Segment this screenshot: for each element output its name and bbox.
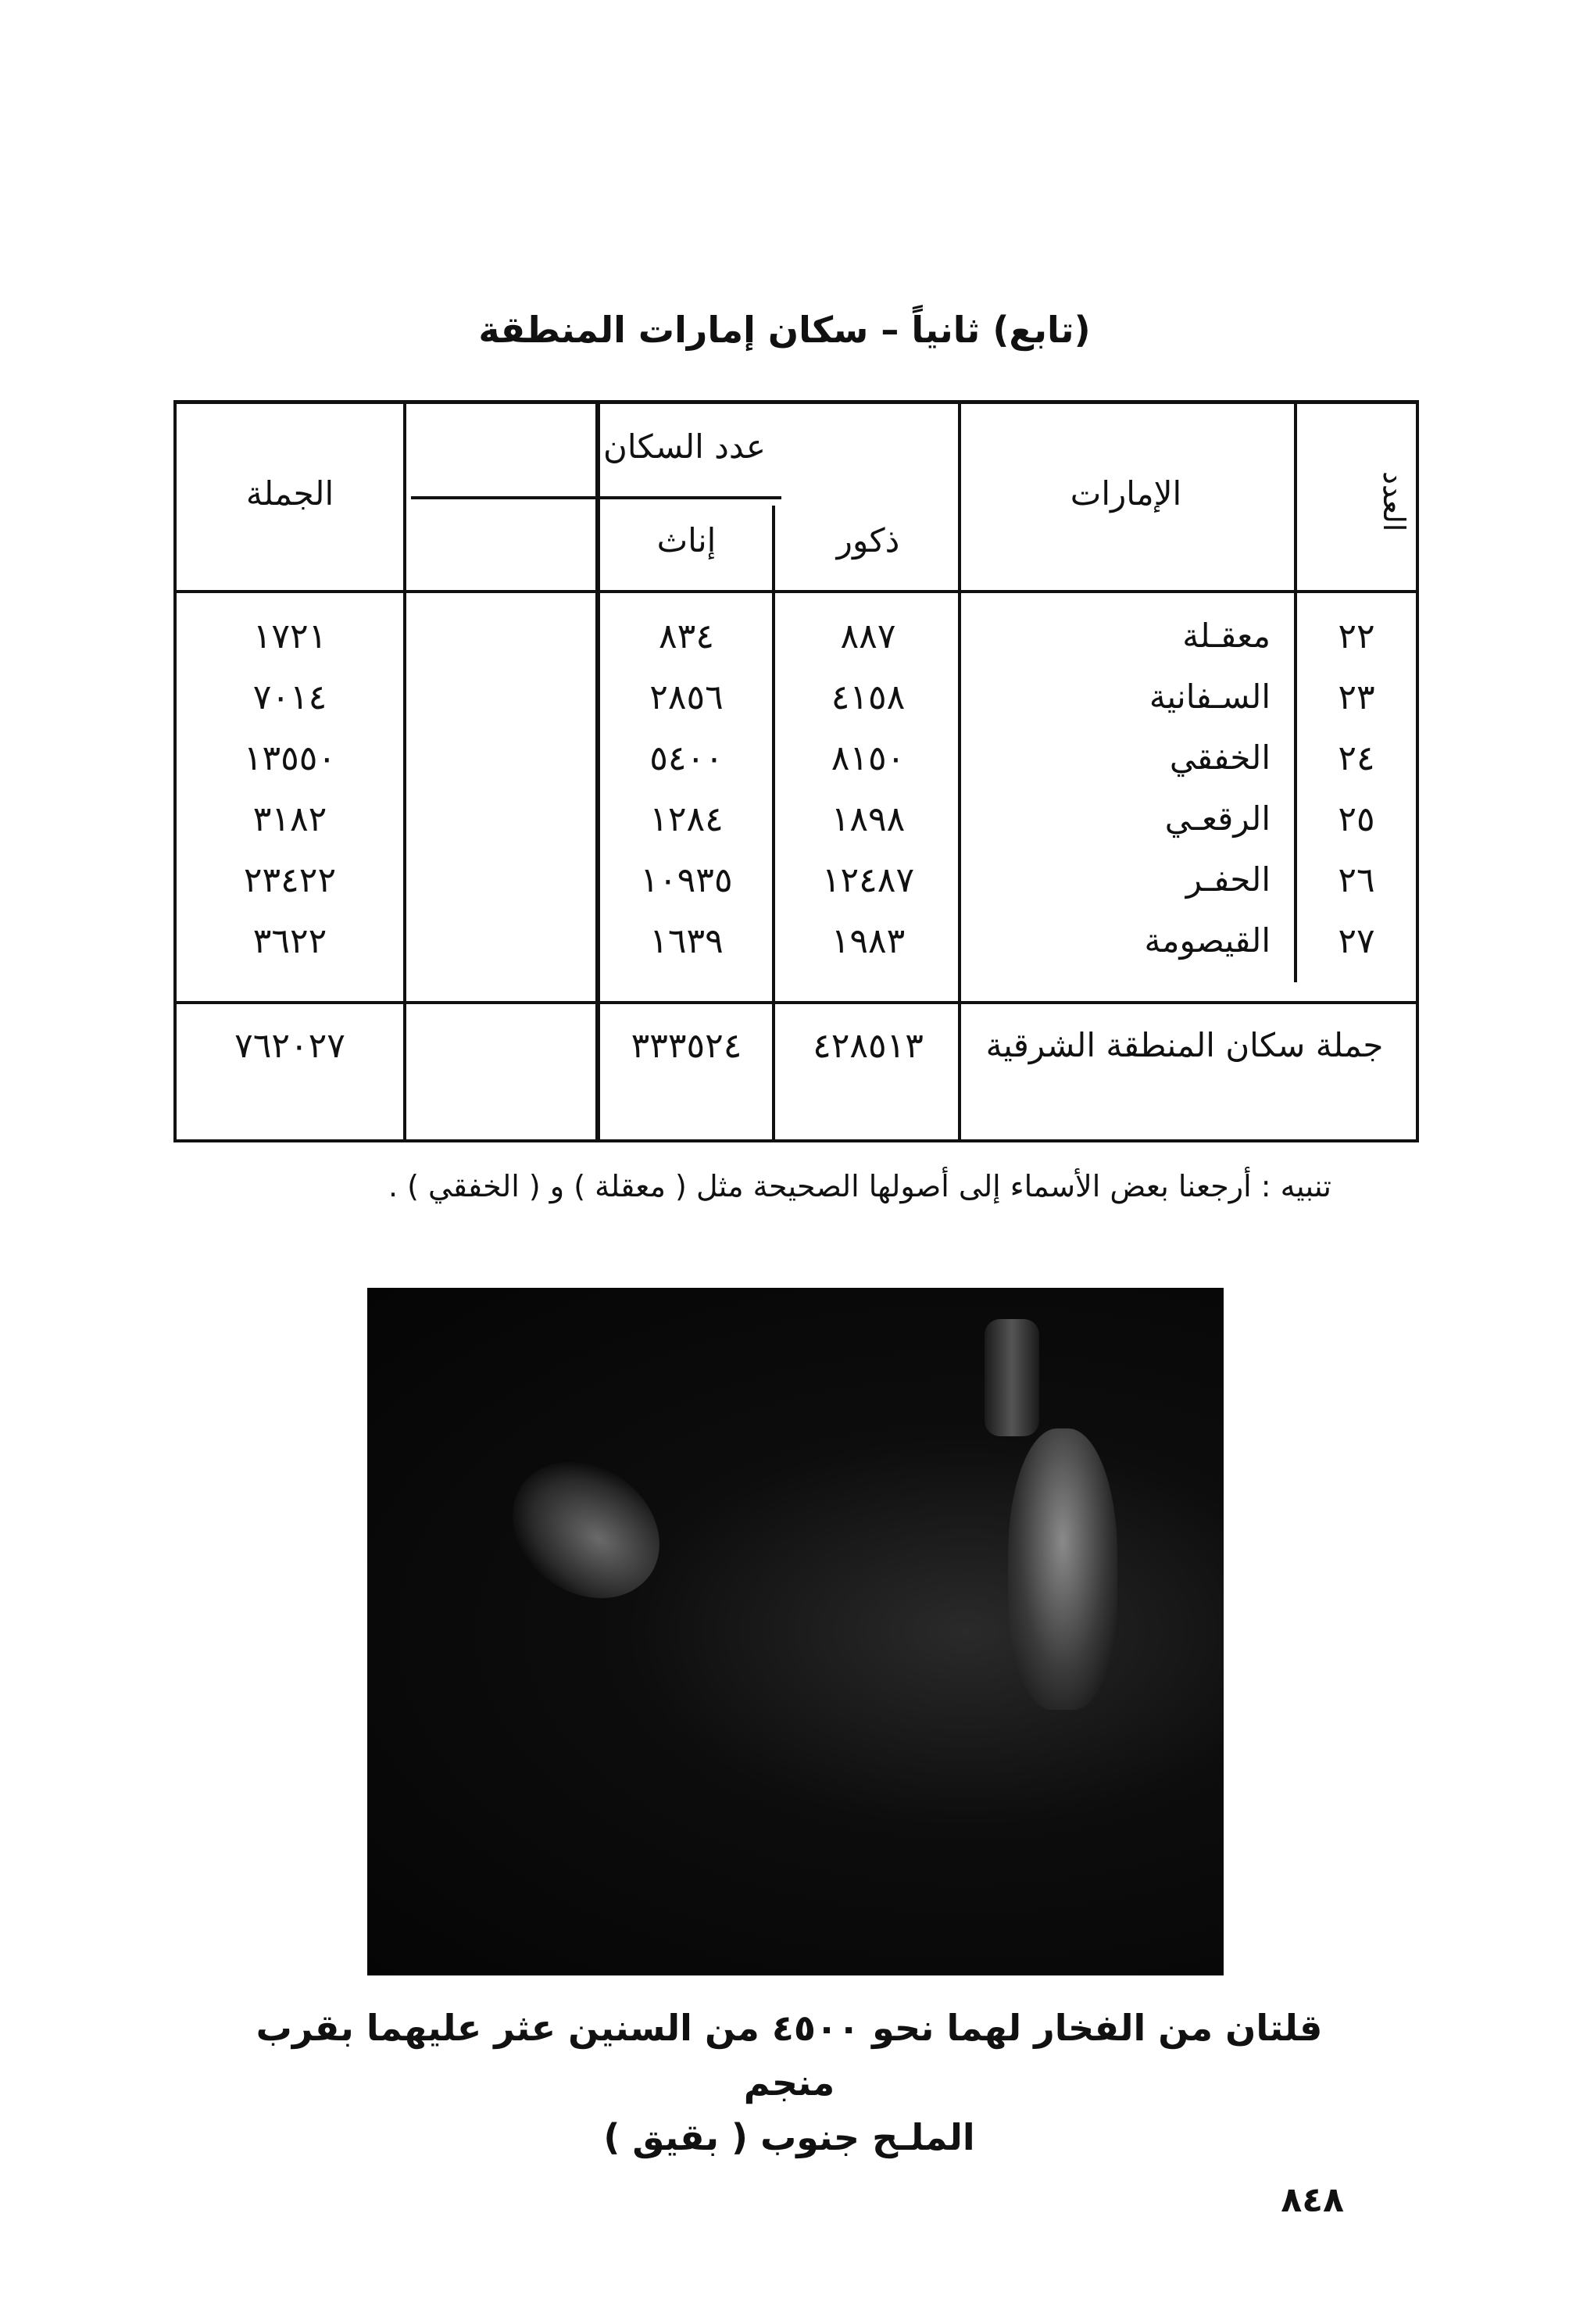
jar-right-shape xyxy=(1008,1428,1117,1710)
grand-total-row xyxy=(177,1026,1416,1087)
header-emirates: الإمارات xyxy=(1070,474,1182,513)
row-females: ١٢٨٤ xyxy=(649,799,724,839)
header-total: الجملة xyxy=(245,474,334,513)
row-total: ٢٣٤٢٢ xyxy=(243,860,337,900)
grand-total-males: ٤٢٨٥١٣ xyxy=(813,1026,924,1066)
photo-caption xyxy=(234,2000,1344,2165)
row-name: الخفقي xyxy=(1169,738,1271,777)
row-name: معقـلة xyxy=(1182,617,1271,655)
page-title: (تابع) ثانياً – سكان إمارات المنطقة xyxy=(478,309,1091,351)
row-females: ١٠٩٣٥ xyxy=(640,860,733,900)
row-index: ٢٢ xyxy=(1338,617,1375,656)
row-name: السـفانية xyxy=(1149,678,1271,716)
row-males: ٨٨٧ xyxy=(840,617,896,656)
row-total: ٧٠١٤ xyxy=(252,678,327,717)
photo-caption-line1: قلتان من الفخار لهما نحو ٤٥٠٠ من السنين عثر عليهما بقرب منجم xyxy=(256,2007,1323,2104)
grand-total-label: جملة سكان المنطقة الشرقية xyxy=(985,1026,1384,1064)
table-row xyxy=(177,799,1416,860)
jar-right-neck-shape xyxy=(985,1319,1039,1436)
header-females: إناث xyxy=(656,521,717,560)
table-row xyxy=(177,617,1416,678)
header-population: عدد السكان xyxy=(603,427,766,466)
table-row xyxy=(177,860,1416,921)
row-total: ١٧٢١ xyxy=(252,617,327,656)
row-name: الحفـر xyxy=(1185,860,1271,899)
population-table xyxy=(173,400,1419,1142)
row-index: ٢٤ xyxy=(1338,738,1375,778)
row-name: الرقعـي xyxy=(1164,799,1271,838)
grand-total-females: ٣٣٣٥٢٤ xyxy=(631,1026,742,1066)
jar-left-shape xyxy=(486,1434,686,1626)
page-number: ٨٤٨ xyxy=(1281,2180,1344,2220)
header-index: العدد xyxy=(1377,471,1411,532)
table-row xyxy=(177,921,1416,982)
table-row xyxy=(177,678,1416,738)
row-index: ٢٦ xyxy=(1338,860,1375,900)
row-males: ١٢٤٨٧ xyxy=(821,860,915,900)
row-name: القيصومة xyxy=(1144,921,1271,960)
table-row xyxy=(177,738,1416,799)
row-total: ٣٦٢٢ xyxy=(252,921,327,961)
row-index: ٢٣ xyxy=(1338,678,1375,717)
grand-total-total: ٧٦٢٠٢٧ xyxy=(234,1026,345,1066)
row-females: ١٦٣٩ xyxy=(649,921,724,961)
row-males: ٨١٥٠ xyxy=(831,738,906,778)
pottery-jars-photo xyxy=(367,1288,1224,1975)
row-males: ١٨٩٨ xyxy=(831,799,906,839)
row-females: ٢٨٥٦ xyxy=(649,678,724,717)
photo-caption-line2: الملـح جنوب ( بقيق ) xyxy=(603,2116,975,2158)
row-index: ٢٧ xyxy=(1338,921,1375,961)
table-note: تنبيه : أرجعنا بعض الأسماء إلى أصولها الصحيحة مثل ( معقلة ) و ( الخفقي ) . xyxy=(388,1169,1331,1203)
row-females: ٨٣٤ xyxy=(659,617,714,656)
header-males: ذكور xyxy=(836,521,900,560)
row-males: ٤١٥٨ xyxy=(831,678,906,717)
row-index: ٢٥ xyxy=(1338,799,1375,839)
row-total: ١٣٥٥٠ xyxy=(243,738,337,778)
row-males: ١٩٨٣ xyxy=(831,921,906,961)
row-females: ٥٤٠٠ xyxy=(649,738,724,778)
row-total: ٣١٨٢ xyxy=(252,799,327,839)
